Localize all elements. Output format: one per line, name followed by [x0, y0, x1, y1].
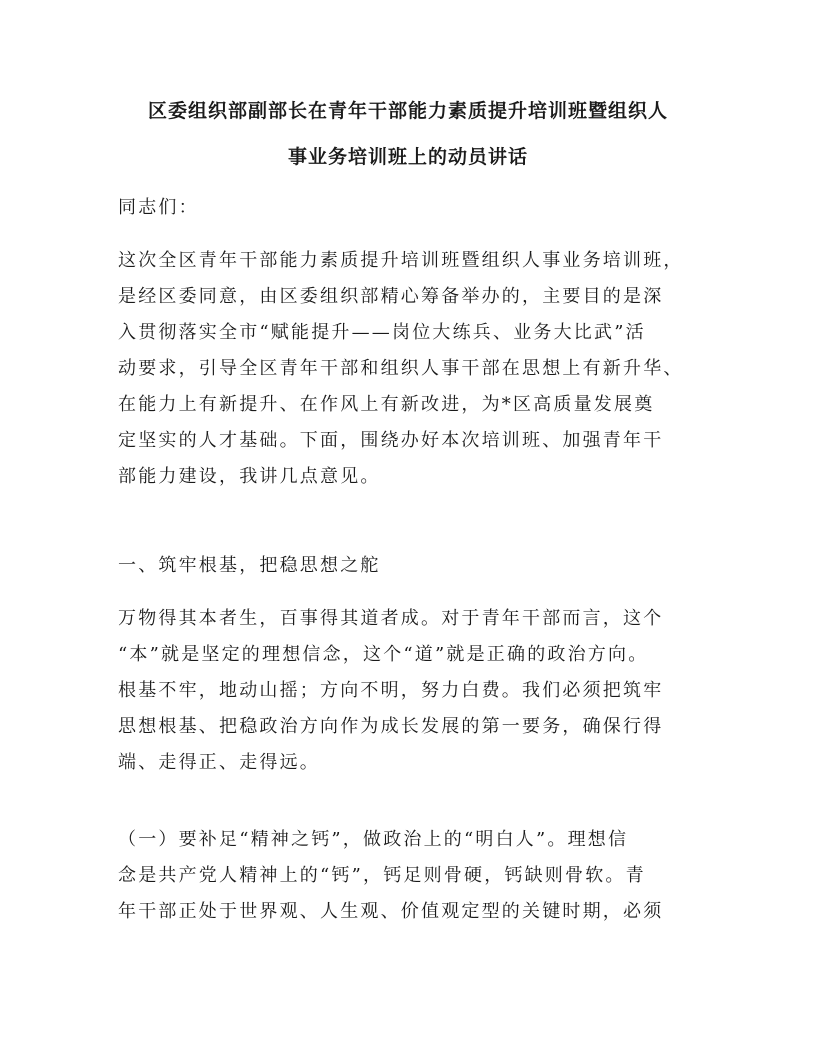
section-heading-1: 一、筑牢根基，把稳思想之舵	[118, 555, 381, 576]
paragraph-line: 是经区委同意，由区委组织部精心筹备举办的，主要目的是深	[118, 286, 664, 307]
paragraph-line: 根基不牢，地动山摇；方向不明，努力白费。我们必须把筑牢	[118, 680, 664, 701]
paragraph-line: 在能力上有新提升、在作风上有新改进，为*区高质量发展奠	[118, 394, 655, 415]
paragraph-line: 部能力建设，我讲几点意见。	[118, 466, 381, 487]
paragraph-line: 万物得其本者生，百事得其道者成。对于青年干部而言，这个	[118, 608, 664, 629]
paragraph-line: 思想根基、把稳政治方向作为成长发展的第一要务，确保行得	[118, 716, 664, 737]
paragraph-intro	[118, 243, 718, 495]
paragraph-line: 端、走得正、走得远。	[118, 752, 320, 773]
paragraph-line: （一）要补足“精神之钙”，做政治上的“明白人”。理想信	[118, 829, 629, 850]
paragraph-subsection-1	[118, 822, 718, 930]
document-title-line-1: 区委组织部副部长在青年干部能力素质提升培训班暨组织人	[147, 100, 668, 122]
paragraph-line: 定坚实的人才基础。下面，围绕办好本次培训班、加强青年干	[118, 430, 664, 451]
paragraph-line: 年干部正处于世界观、人生观、价值观定型的关键时期，必须	[118, 901, 664, 922]
paragraph-line: 入贯彻落实全市“赋能提升——岗位大练兵、业务大比武”活	[118, 322, 646, 343]
paragraph-section1	[118, 601, 718, 781]
paragraph-line: “本”就是坚定的理想信念，这个“道”就是正确的政治方向。	[118, 644, 649, 665]
greeting: 同志们：	[118, 197, 199, 218]
paragraph-line: 念是共产党人精神上的“钙”，钙足则骨硬，钙缺则骨软。青	[118, 865, 646, 886]
paragraph-line: 动要求，引导全区青年干部和组织人事干部在思想上有新升华、	[118, 358, 684, 379]
document-title-line-2: 事业务培训班上的动员讲话	[287, 146, 528, 168]
paragraph-line: 这次全区青年干部能力素质提升培训班暨组织人事业务培训班，	[118, 250, 684, 271]
